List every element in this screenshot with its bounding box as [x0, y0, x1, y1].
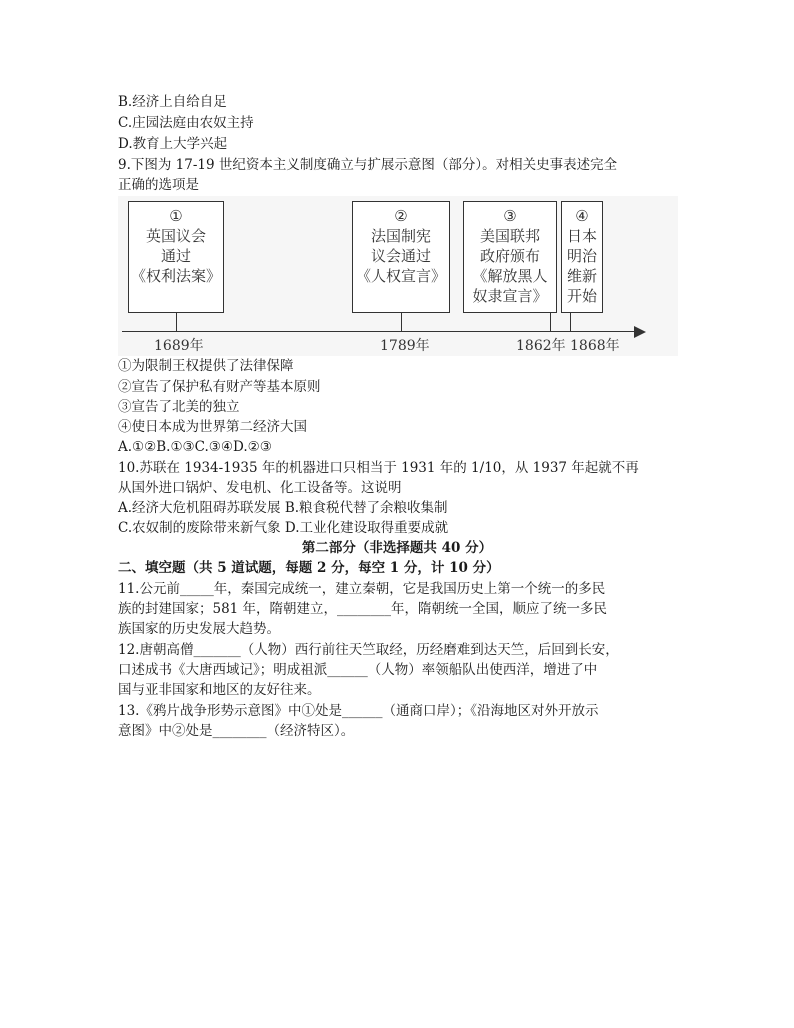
timeline-event-4	[561, 201, 603, 313]
event-2-line2: 议会通过	[370, 247, 431, 265]
q9-statement-2: ②宣告了保护私有财产等基本原则	[118, 379, 321, 395]
q9-statement-4: ④使日本成为世界第二经济大国	[118, 419, 307, 435]
event-3-line4: 奴隶宣言》	[472, 287, 548, 305]
section-fill-in-title: 二、填空题（共 5 道试题，每题 2 分，每空 1 分，计 10 分）	[118, 560, 500, 576]
event-3-line2: 政府颁布	[479, 247, 540, 265]
q12-line1: 12.唐朝高僧_______（人物）西行前往天竺取经，历经磨难到达天竺，后回到长安，	[118, 642, 619, 658]
q9-stem-line2: 正确的选项是	[118, 177, 199, 193]
capitalism-timeline	[118, 196, 678, 356]
q10-options-cd: C.农奴制的废除带来新气象 D.工业化建设取得重要成就	[118, 520, 449, 536]
year-1789: 1789年	[380, 338, 430, 354]
timeline-event-3	[463, 201, 557, 313]
q9-statement-3: ③宣告了北美的独立	[118, 399, 240, 415]
event-1-line3: 《权利法案》	[130, 267, 221, 285]
q13-line1: 13.《鸦片战争形势示意图》中①处是______（通商口岸）；《沿海地区对外开放示	[118, 703, 599, 719]
event-3-line3: 《解放黑人	[472, 267, 548, 285]
tick-1862	[550, 313, 551, 332]
event-4-line1: 日本	[566, 227, 597, 245]
tick-1789	[401, 313, 402, 332]
q12-line3: 国与亚非国家和地区的友好往来。	[118, 682, 321, 698]
event-2-line3: 《人权宣言》	[355, 267, 446, 285]
q8-option-b: B.经济上自给自足	[118, 94, 227, 110]
q9-options: A.①②B.①③C.③④D.②③	[118, 439, 272, 455]
q11-line1: 11.公元前_____年，秦国完成统一，建立秦朝，它是我国历史上第一个统一的多民	[118, 581, 606, 597]
q10-options-ab: A.经济大危机阻碍苏联发展 B.粮食税代替了余粮收集制	[118, 500, 448, 516]
q12-line2: 口述成书《大唐西域记》；明成祖派______（人物）率领船队出使西洋，增进了中	[118, 662, 598, 678]
year-1868: 1868年	[570, 338, 620, 354]
timeline-arrow-icon	[634, 326, 646, 338]
q13-line2: 意图》中②处是________（经济特区）。	[118, 723, 355, 739]
q9-statement-1: ①为限制王权提供了法律保障	[118, 358, 294, 374]
q10-stem-line1: 10.苏联在 1934-1935 年的机器进口只相当于 1931 年的 1/10，从 1937 年起就不再	[118, 460, 639, 476]
event-4-number: ④	[575, 207, 589, 225]
event-3-line1: 美国联邦	[479, 227, 540, 245]
timeline-axis	[122, 331, 636, 332]
event-4-line4: 开始	[566, 287, 597, 305]
year-1689: 1689年	[154, 338, 204, 354]
event-1-line1: 英国议会	[145, 227, 206, 245]
part2-title: 第二部分（非选择题共 40 分）	[301, 540, 493, 556]
event-3-number: ③	[503, 207, 517, 225]
q10-stem-line2: 从国外进口锅炉、发电机、化工设备等。这说明	[118, 480, 402, 496]
year-1862: 1862年	[516, 338, 566, 354]
event-2-number: ②	[394, 207, 408, 225]
event-4-line2: 明治	[566, 247, 597, 265]
tick-1689	[176, 313, 177, 332]
q11-line3: 族国家的历史发展大趋势。	[118, 621, 280, 637]
timeline-event-1	[128, 201, 224, 313]
event-4-line3: 维新	[566, 267, 597, 285]
q8-option-d: D.教育上大学兴起	[118, 136, 228, 152]
event-1-line2: 通过	[160, 247, 191, 265]
event-2-line1: 法国制宪	[370, 227, 431, 245]
q11-line2: 族的封建国家；581 年，隋朝建立，________年，隋朝统一全国，顺应了统一多民	[118, 601, 608, 617]
q9-stem-line1: 9.下图为 17-19 世纪资本主义制度确立与扩展示意图（部分）。对相关史事表述完全	[118, 157, 618, 173]
tick-1868	[570, 313, 571, 332]
event-1-number: ①	[169, 207, 183, 225]
timeline-event-2	[352, 201, 450, 313]
q8-option-c: C.庄园法庭由农奴主持	[118, 115, 254, 131]
